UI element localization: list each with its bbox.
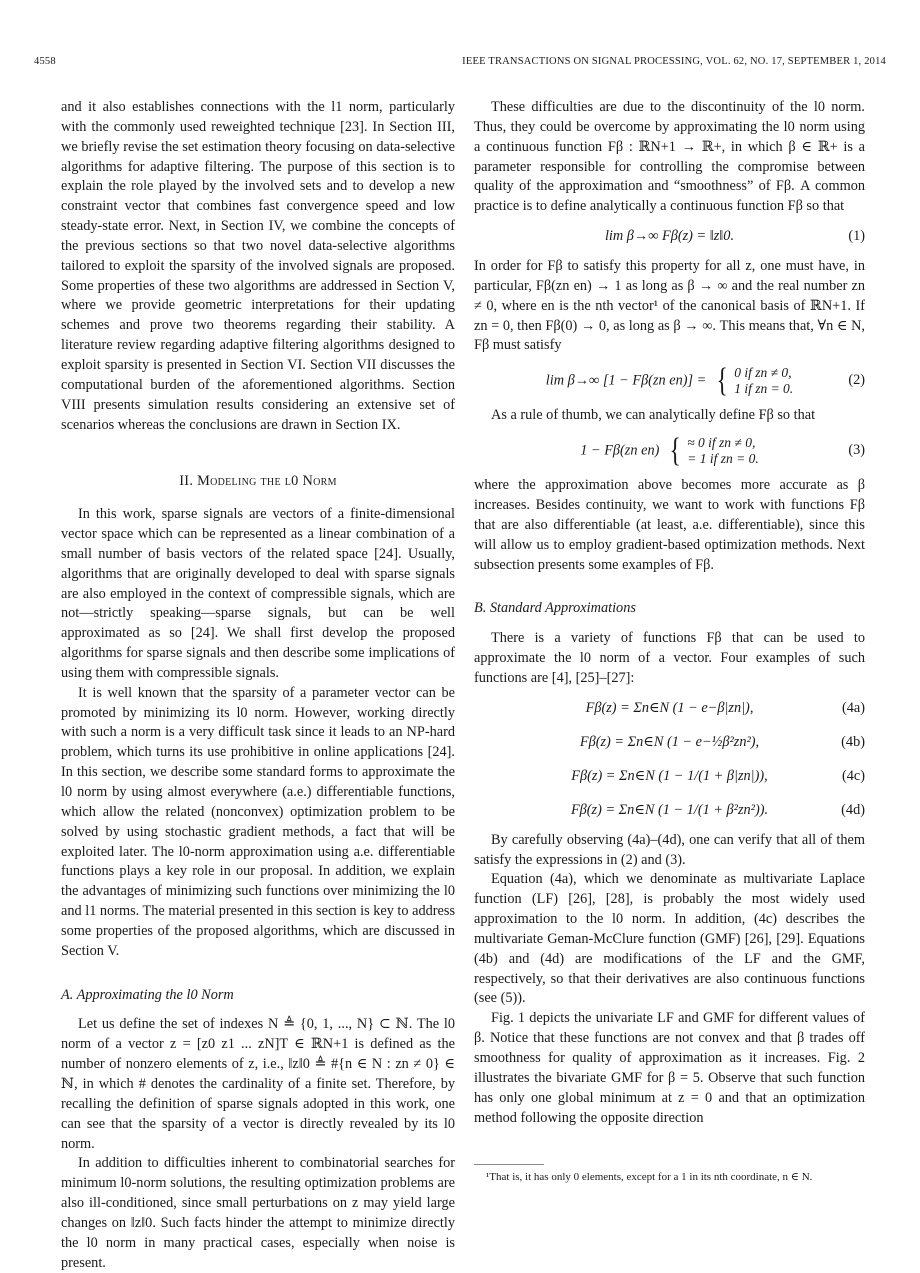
paragraph-discontinuity: These difficulties are due to the discontinuity of the l0 norm. Thus, they could be overcome by approximating the l0 norm using a continuous function Fβ : ℝN+1 → ℝ+, in which β ∈ ℝ+ is a parameter responsible for controlling the compromise between quality of the approximation and “smoothness” of Fβ. A common practice is to define analytically a continuous function Fβ so that — [474, 99, 865, 215]
paragraph-sparse-signals: In this work, sparse signals are vectors of a finite-dimensional vector space which can be represented as a linear combination of a small number of basis vectors of the related space [24]. Usually, algorithms that are originally developed to deal with sparse signals are also employed in the context of compressible signals, which are not—strictly speaking—sparse signals, but can be well approximated as so [24]. We shall first develop the proposed algorithms for sparse signals and then describe some implications of using them with compressible signals. — [61, 506, 455, 681]
equation-4a-expression: Fβ(z) = Σn∈N (1 − e−β|zn|), — [585, 699, 754, 716]
equation-4d-number: (4d) — [841, 801, 865, 818]
equation-2 — [474, 362, 865, 400]
equation-1 — [474, 223, 865, 251]
equation-2-number: (2) — [848, 372, 865, 389]
paragraph-rule-of-thumb: As a rule of thumb, we can analytically define Fβ so that — [491, 407, 816, 424]
paragraph-intro: and it also establishes connections with the l1 norm, particularly with the commonly used reweighted technique [23]. In Section III, we briefly revise the set estimation theory focusing on data-selective algorithms for adaptive filtering. The purpose of this section is to explain the role played by the involved sets and to develop a new constraint vector that combines fast convergence speed and low steady-state error. Next, in Section IV, we combine the concepts of the previous sections so that two novel data-selective algorithms tailored to exploit the sparsity of the involved signals are proposed. Some properties of these two algorithms are addressed in Section V, where we provide geometric interpretations for their updating schemes and prove two theorems regarding their stability. A literature review regarding adaptive filtering algorithms designed to exploit sparsity is presented in Section VI. Section VII discusses the computational burden of the aforementioned algorithms. Section VIII presents simulation results considering an extensive set of scenarios whereas the conclusions are drawn in Section IX. — [61, 99, 455, 433]
paragraph-difficulties: In addition to difficulties inherent to combinatorial searches for minimum l0-norm solutions, the resulting optimization problems are also ill-conditioned, since small perturbations on z may yield large changes on ‖z‖0. Such facts hinder the attempt to minimize directly the l0 norm in many practical cases, especially when noise is present. — [61, 1155, 455, 1271]
paragraph-define: Let us define the set of indexes N ≜ {0, 1, ..., N} ⊂ ℕ. The l0 norm of a vector z = [z0 z1 ... zN]T ∈ ℝN+1 is defined as the number of nonzero elements of z, i.e., ‖z‖0 ≜ #{n ∈ N : zn ≠ 0} ∈ ℕ, in which # denotes the cardinality of a finite set. Therefore, by recalling the definition of sparse signals adopted in this work, one can see that the sparsity of a vector is directly revealed by its l0 norm. — [61, 1016, 455, 1152]
footnote-rule — [474, 1164, 544, 1165]
paragraph-variety: There is a variety of functions Fβ that can be used to approximate the l0 norm of a vector. Four examples of such functions are [4], [25]–[27]: — [474, 630, 865, 686]
equation-4b-number: (4b) — [841, 733, 865, 750]
journal-title: IEEE TRANSACTIONS ON SIGNAL PROCESSING, VOL. 62, NO. 17, SEPTEMBER 1, 2014 — [462, 55, 886, 67]
equation-3-case-1: ≈ 0 if zn ≠ 0, — [687, 435, 756, 451]
equation-1-number: (1) — [848, 228, 865, 245]
subsection-a-title: A. Approximating the l0 Norm — [61, 986, 234, 1003]
paragraph-fig: Fig. 1 depicts the univariate LF and GMF for different values of β. Notice that these functions are not convex and that β trades off smoothness for quality of approximation as it increases. Fig. 2 illustrates the bivariate GMF for β = 5. Observe that such function has only one global minimum at z = 0 and that an optimization method following the opposite direction — [474, 1010, 865, 1126]
paragraph-equation-4a: Equation (4a), which we denominate as multivariate Laplace function (LF) [26], [28], is probably the most widely used approximation to the l0 norm. In addition, (4c) describes the multivariate Geman-McClure function (GMF) [26], [29]. Equations (4b) and (4d) are modifications of the LF and the GMF, respectively, so that their derivatives are also continuous functions (see (5)). — [474, 871, 865, 1007]
equation-4d-expression: Fβ(z) = Σn∈N (1 − 1/(1 + β²zn²)). — [570, 801, 769, 818]
paragraph-well-known: It is well known that the sparsity of a parameter vector can be promoted by minimizing its l0 norm. However, working directly with such a norm is a very difficult task since it leads to an NP-hard problem, which turns its use prohibitive in online applications [24]. In this section, we describe some standard forms to approximate the l0 norm by using almost everywhere (a.e.) differentiable functions, which allow the related (nonconvex) optimization problem to be solved by using stochastic gradient methods, a fact that will be exploited later. The l0-norm approximation using a.e. differentiable functions plays a key role in our proposal. In addition, we explain the advantages of minimizing such functions over minimizing the l0 and l1 norms. The material presented in this section is key to address some properties of the proposed algorithms, which are discussed in Section V. — [61, 684, 456, 959]
equation-4d — [474, 797, 865, 825]
paragraph-where: where the approximation above becomes more accurate as β increases. Besides continuity, we want to work with functions Fβ that are also differentiable (at least, a.e. differentiable), since this will allow us to employ gradient-based optimization methods. Next subsection presents some examples of Fβ. — [474, 477, 865, 573]
paragraph-observing: By carefully observing (4a)–(4d), one can verify that all of them satisfy the expressions in (2) and (3). — [474, 831, 865, 868]
brace-icon: { — [716, 362, 728, 400]
equation-3-lhs: 1 − Fβ(zn en) — [580, 442, 660, 459]
subsection-b-title: B. Standard Approximations — [474, 600, 636, 617]
equation-2-case-1: 0 if zn ≠ 0, — [734, 365, 792, 381]
equation-3 — [474, 432, 865, 470]
equation-2-cases — [710, 364, 793, 398]
equation-4a — [474, 695, 865, 723]
equation-3-cases — [663, 434, 759, 468]
equation-1-expression: lim β→∞ Fβ(z) = ‖z‖0. — [604, 228, 735, 245]
equation-3-number: (3) — [848, 442, 865, 459]
equation-4c — [474, 763, 865, 791]
equation-2-case-2: 1 if zn = 0. — [734, 381, 794, 397]
equation-4c-number: (4c) — [841, 767, 865, 784]
footnote: ¹That is, it has only 0 elements, except for a 1 in its nth coordinate, n ∈ N. — [486, 1171, 813, 1183]
page-number: 4558 — [34, 55, 56, 67]
equation-4c-expression: Fβ(z) = Σn∈N (1 − 1/(1 + β|zn|)), — [571, 767, 768, 784]
paragraph-in-order: In order for Fβ to satisfy this property for all z, one must have, in particular, Fβ(zn en) → 1 as long as β → ∞ and the real number zn ≠ 0, where en is the nth vector¹ of the canonical basis of ℝN+1. If zn = 0, then Fβ(0) → 0, as long as β → ∞. This means that, ∀n ∈ N, Fβ must satisfy — [474, 258, 865, 354]
section-title: II. Modeling the l0 Norm — [179, 473, 337, 490]
equation-2-lhs: lim β→∞ [1 − Fβ(zn en)] = — [545, 372, 707, 389]
right-column — [474, 98, 865, 1128]
brace-icon: { — [669, 432, 681, 470]
equation-4a-number: (4a) — [841, 699, 865, 716]
page-header — [34, 52, 886, 70]
equation-4b-expression: Fβ(z) = Σn∈N (1 − e−½β²zn²), — [579, 733, 760, 750]
equation-3-case-2: = 1 if zn = 0. — [687, 451, 759, 467]
left-column — [61, 98, 455, 1273]
equation-4b — [474, 729, 865, 757]
